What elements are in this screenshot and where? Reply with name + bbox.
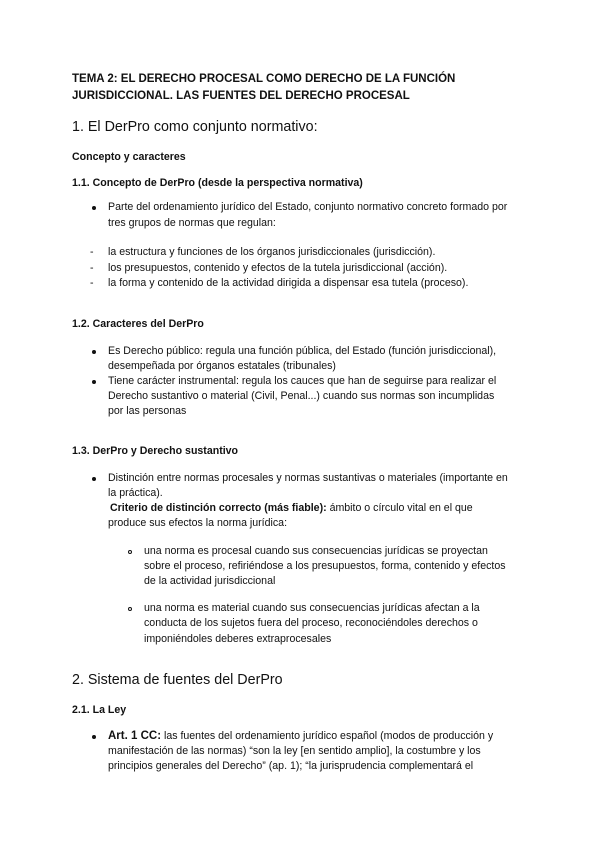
- s12-bullet-2-line-3: por las personas: [108, 405, 187, 417]
- section-2-1-heading: 2.1. La Ley: [72, 704, 127, 716]
- bullet-icon: [92, 350, 96, 354]
- document-title-line-2: JURISDICCIONAL. LAS FUENTES DEL DERECHO PROCESAL: [72, 90, 410, 102]
- s13-sub-1-line-3: de la actividad jurisdiccional: [144, 575, 276, 587]
- art-1-cc-text: las fuentes del ordenamiento jurídico español (modos de producción y: [161, 730, 494, 742]
- s13-criterion-line-2: produce sus efectos la norma jurídica:: [108, 517, 288, 529]
- section-1-1-heading: 1.1. Concepto de DerPro (desde la perspectiva normativa): [72, 177, 363, 189]
- s13-bullet-line-2: la práctica).: [108, 487, 163, 499]
- s12-bullet-1-line-2: desempeñada por órganos estatales (tribunales): [108, 360, 336, 372]
- document-title-line-1: TEMA 2: EL DERECHO PROCESAL COMO DERECHO DE LA FUNCIÓN: [72, 73, 456, 85]
- s21-art-line-3: principios generales del Derecho” (ap. 1); “la jurisprudencia complementará el: [108, 760, 474, 772]
- dash-icon: -: [90, 277, 94, 289]
- art-1-cc-label: Art. 1 CC:: [108, 730, 162, 742]
- s13-sub-2-line-2: conducta de los sujetos fuera del proceso, reconociéndoles derechos o: [144, 617, 478, 629]
- s13-bullet-line-1: Distinción entre normas procesales y normas sustantivas o materiales (importante en: [108, 472, 508, 484]
- section-1-heading: 1. El DerPro como conjunto normativo:: [72, 119, 318, 135]
- s11-dash-item-1: la estructura y funciones de los órganos jurisdiccionales (jurisdicción).: [108, 246, 436, 258]
- criterion-bold-label: Criterio de distinción correcto (más fiable):: [110, 502, 327, 514]
- section-1-2-heading: 1.2. Caracteres del DerPro: [72, 318, 204, 330]
- section-2-heading: 2. Sistema de fuentes del DerPro: [72, 672, 283, 688]
- s13-sub-2-line-1: una norma es material cuando sus consecuencias jurídicas afectan a la: [144, 602, 480, 614]
- s13-sub-1-line-1: una norma es procesal cuando sus consecuencias jurídicas se proyectan: [144, 545, 488, 557]
- s13-sub-1-line-2: sobre el proceso, refiriéndose a los presupuestos, forma, contenido y efectos: [144, 560, 506, 572]
- bullet-icon: [92, 477, 96, 481]
- bullet-icon: [92, 380, 96, 384]
- s12-bullet-2-line-2: Derecho sustantivo o material (Civil, Penal...) cuando sus normas son incumplidas: [108, 390, 495, 402]
- hollow-bullet-icon: [128, 550, 132, 554]
- s11-bullet-line-1: Parte del ordenamiento jurídico del Estado, conjunto normativo concreto formado por: [108, 201, 508, 213]
- s11-dash-item-2: los presupuestos, contenido y efectos de la tutela jurisdiccional (acción).: [108, 262, 448, 274]
- s11-bullet-line-2: tres grupos de normas que regulan:: [108, 217, 276, 229]
- section-1-subheading: Concepto y caracteres: [72, 151, 186, 163]
- s12-bullet-1-line-1: Es Derecho público: regula una función pública, del Estado (función jurisdiccional),: [108, 345, 497, 357]
- s12-bullet-2-line-1: Tiene carácter instrumental: regula los cauces que han de seguirse para realizar el: [108, 375, 497, 387]
- dash-icon: -: [90, 246, 94, 258]
- s11-dash-item-3: la forma y contenido de la actividad dirigida a dispensar esa tutela (proceso).: [108, 277, 469, 289]
- s13-sub-2-line-3: imponiéndoles deberes extraprocesales: [144, 633, 332, 645]
- s21-art-line-2: manifestación de las normas) “son la ley [en sentido amplio], la costumbre y los: [108, 745, 481, 757]
- dash-icon: -: [90, 262, 94, 274]
- section-1-3-heading: 1.3. DerPro y Derecho sustantivo: [72, 445, 239, 457]
- bullet-icon: [92, 735, 96, 739]
- s13-criterion-line-1: [110, 500, 473, 516]
- bullet-icon: [92, 206, 96, 210]
- hollow-bullet-icon: [128, 607, 132, 611]
- s21-art-line-1: [108, 728, 493, 744]
- criterion-text: ámbito o círculo vital en el que: [326, 502, 473, 514]
